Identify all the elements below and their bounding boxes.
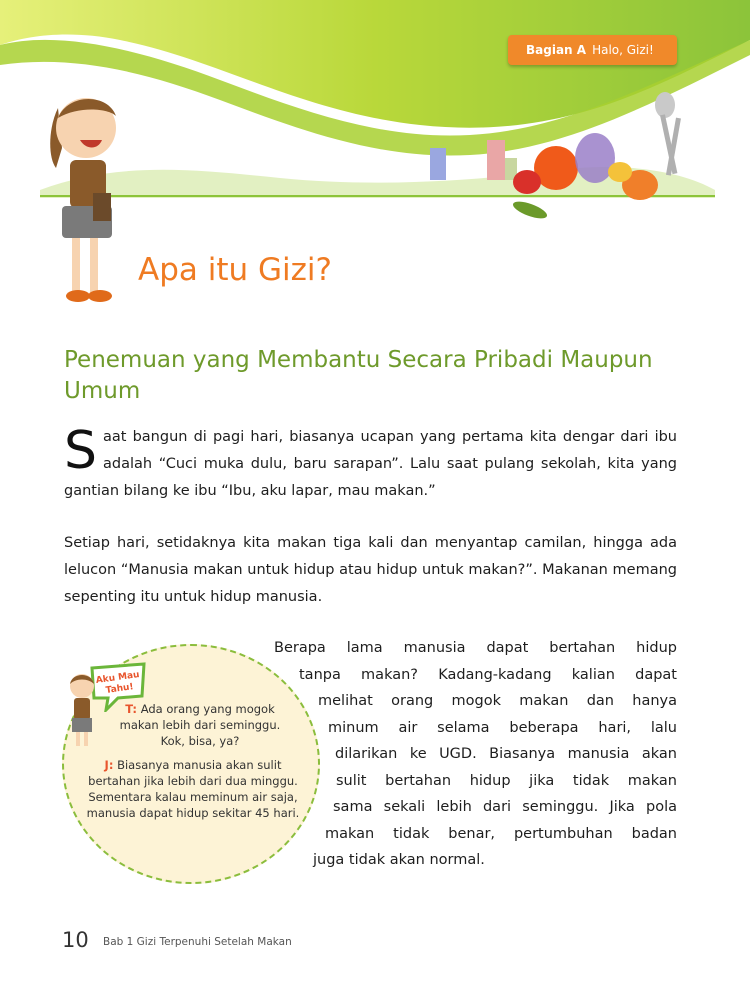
section-badge-label: Bagian A	[526, 43, 587, 57]
question-body: Ada orang yang mogok makan lebih dari seminggu. Kok, bisa, ya?	[119, 702, 281, 748]
section-badge	[508, 35, 677, 65]
footer-chapter-title: Bab 1 Gizi Terpenuhi Setelah Makan	[103, 936, 292, 948]
answer-text	[78, 757, 308, 821]
paragraph-3-line: minum air selama beberapa hari, lalu	[328, 720, 677, 736]
paragraph-1-text: aat bangun di pagi hari, biasanya ucapan yang pertama kita dengar dari ibu adalah “Cuci muka dulu, baru sarapan”. Lalu saat pulang sekolah, kita yang gantian bilang ke ibu “Ibu, aku lapar, mau makan.”	[64, 429, 677, 499]
paragraph-3-line: sulit bertahan hidup jika tidak makan	[336, 773, 677, 789]
question-label: T:	[125, 702, 138, 716]
paragraph-3-line: Berapa lama manusia dapat bertahan hidup	[274, 640, 677, 656]
paragraph-3-line: makan tidak benar, pertumbuhan badan	[325, 826, 677, 842]
bubble-line-2: Tahu!	[105, 682, 135, 696]
paragraph-1	[64, 421, 677, 505]
paragraph-3-line: melihat orang mogok makan dan hanya	[318, 693, 677, 709]
question-text	[110, 701, 290, 749]
chapter-title: Apa itu Gizi?	[138, 252, 332, 288]
page-number: 10	[62, 928, 89, 952]
answer-body: Biasanya manusia akan sulit bertahan jika lebih dari dua minggu. Sementara kalau meminum air saja, manusia dapat hidup sekitar 45 hari.	[86, 758, 300, 820]
paragraph-3-line: juga tidak akan normal.	[313, 852, 485, 868]
paragraph-3-line: tanpa makan? Kadang-kadang kalian dapat	[299, 667, 677, 683]
answer-label: J:	[104, 758, 114, 772]
paragraph-2: Setiap hari, setidaknya kita makan tiga kali dan menyantap camilan, hingga ada lelucon “Manusia makan untuk hidup atau hidup untuk makan?”. Makanan memang sepenting itu untuk hidup manusia.	[64, 535, 677, 605]
drop-cap: S	[64, 421, 98, 481]
section-heading: Penemuan yang Membantu Secara Pribadi Maupun Umum	[64, 347, 653, 404]
small-girl-illustration	[62, 670, 102, 750]
paragraph-3-line: sama sekali lebih dari seminggu. Jika pola	[333, 799, 677, 815]
bubble-line-1: Aku Mau	[95, 670, 141, 687]
girl-character-illustration	[38, 88, 128, 308]
section-badge-title: Halo, Gizi!	[592, 43, 654, 57]
paragraph-3-line: dilarikan ke UGD. Biasanya manusia akan	[335, 746, 677, 762]
